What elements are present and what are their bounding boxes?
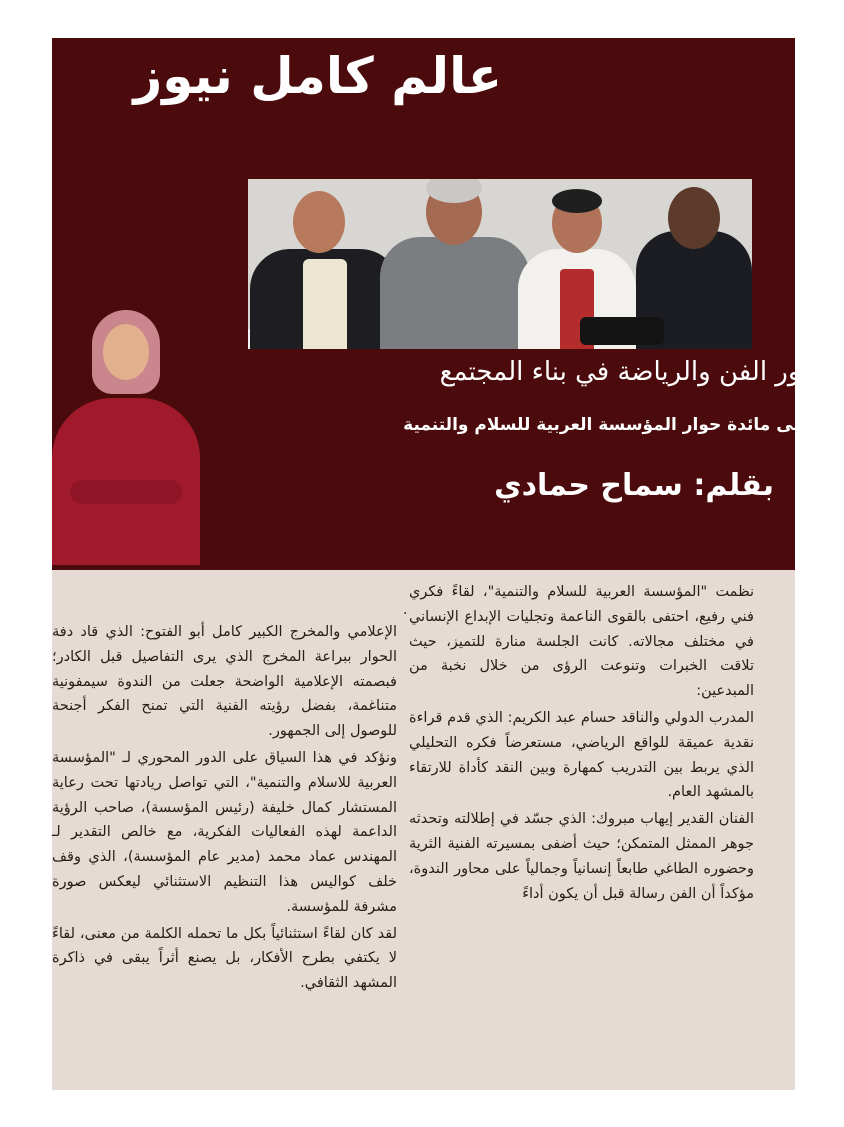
article-column-right [409, 580, 754, 908]
paragraph: نظمت "المؤسسة العربية للسلام والتنمية"، لقاءً فكري فني رفيع، احتفى بالقوى الناعمة وتجليات الإبداع الإنساني في مختلف مجالاته. كانت الجلسة منارة للتميز، حيث تلاقت الخبرات وتنوعت الرؤى من خلال نخبة من المبدعين: [409, 584, 754, 700]
article-subheadline: على مائدة حوار المؤسسة العربية للسلام والتنمية [403, 415, 812, 435]
paragraph: المدرب الدولي والناقد حسام عبد الكريم: الذي قدم قراءة نقدية عميقة للواقع الرياضي، مستعرضاً فكره التحليلي الذي يربط بين التدريب كمهارة وبين النقد كأداة للارتقاء بالمشهد العام. [409, 709, 754, 801]
article-column-left [52, 620, 397, 998]
paragraph: الفنان القدير إيهاب مبروك: الذي جسّد في إطلالته وتحدثه جوهر الممثل المتمكن؛ حيث أضفى بمسيرته الفنية الثرية وحضوره الطاغي طابعاً إنسانياً وجمالياً على محاور الندوة، مؤكداً أن الفن رسالة قبل أن يكون أداءً [409, 811, 754, 902]
paragraph: الإعلامي والمخرج الكبير كامل أبو الفتوح: الذي قاد دفة الحوار ببراعة المخرج الذي يرى التفاصيل قبل الكادر؛ فبصمته الإعلامية الواضحة جعلت من الندوة سيمفونية متناغمة، بفضل رؤيته الفنية التي تمنح الفكر أجنحة للوصول إلى الجمهور. [52, 624, 397, 740]
article-headline: دور الفن والرياضة في بناء المجتمع [439, 357, 812, 387]
masthead-title: عالم كامل نيوز [133, 47, 502, 105]
author-photo [40, 310, 200, 565]
paragraph: لقد كان لقاءً استثنائياً بكل ما تحمله الكلمة من معنى، لقاءً لا يكتفي بطرح الأفكار، بل يصنع أثراً يبقى في ذاكرة المشهد الثقافي. [52, 925, 397, 992]
column-lead-mark: . [403, 602, 408, 618]
paragraph: ونؤكد في هذا السياق على الدور المحوري لـ "المؤسسة العربية للاسلام والتنمية"، التي تواصل ريادتها تحت رعاية المستشار كمال خليفة (رئيس المؤسسة)، صاحب الرؤية الداعمة لهذه الفعاليات الفكرية، مع خالص التقدير لـ المهندس عماد محمد (مدير عام المؤسسة)، الذي وقف خلف كواليس هذا التنظيم الاستثنائي ليعكس صورة مشرفة للمؤسسة. [52, 749, 397, 915]
article-byline: بقلم: سماح حمادي [494, 468, 774, 503]
event-photo [248, 179, 752, 349]
